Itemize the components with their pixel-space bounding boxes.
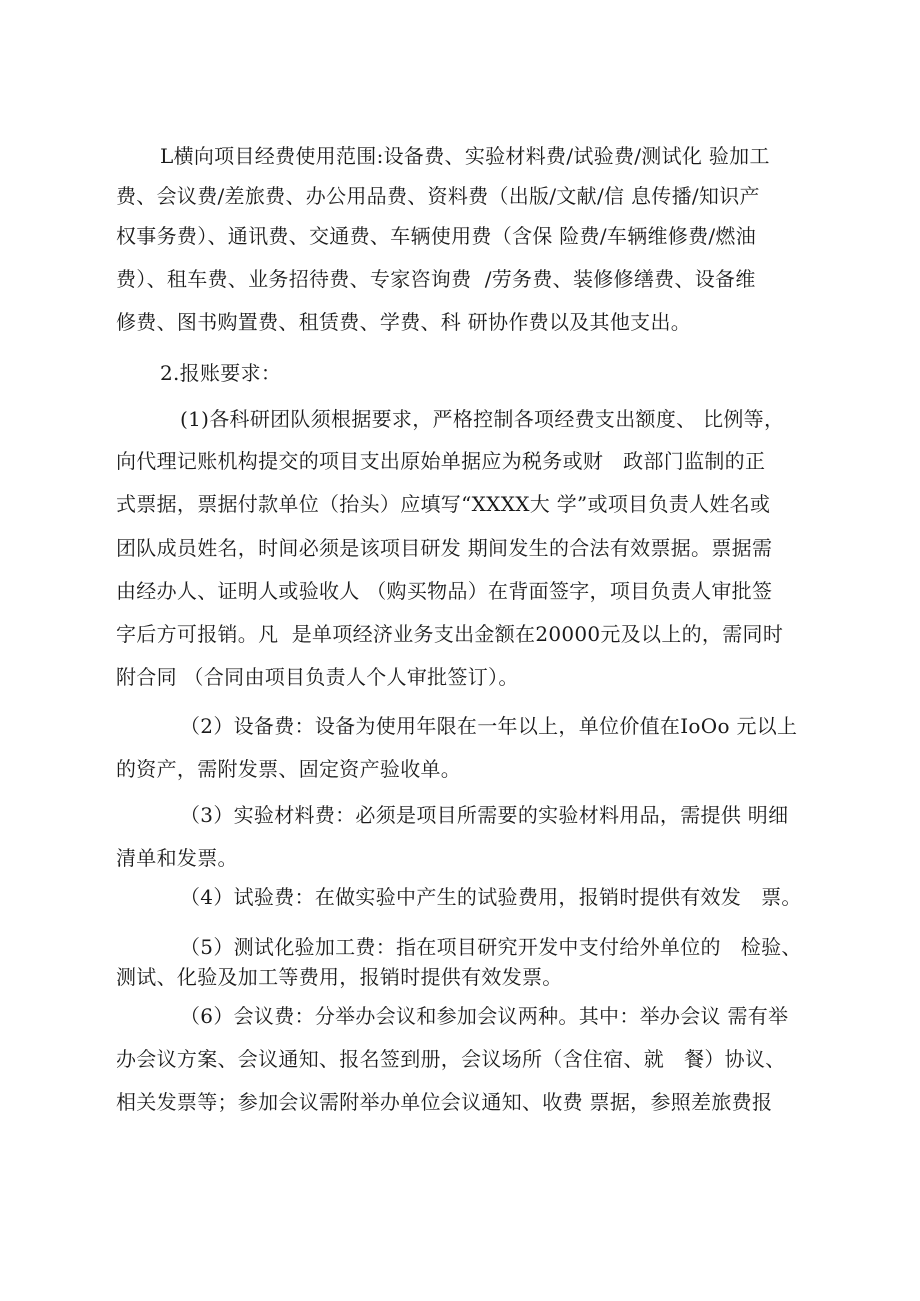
paragraph-line: 字后方可报销。凡 是单项经济业务支出金额在20000元及以上的，需同时: [116, 622, 784, 646]
paragraph-line: （4）试验费：在做实验中产生的试验费用，报销时提供有效发 票。: [180, 885, 802, 909]
paragraph-line: 修费、图书购置费、租赁费、学费、科 研协作费以及其他支出。: [116, 310, 692, 334]
paragraph-line: 式票据，票据付款单位（抬头）应填写“XXXX大 学”或项目负责人姓名或: [116, 492, 771, 516]
paragraph-line: 附合同 （合同由项目负责人个人审批签订）。: [116, 665, 519, 689]
paragraph-line: 测试、化验及加工等费用，报销时提供有效发票。: [116, 965, 563, 989]
paragraph-line: 费）、租车费、业务招待费、专家咨询费 /劳务费、装修修缮费、设备维: [116, 267, 756, 291]
paragraph-line: 办会议方案、会议通知、报名签到册，会议场所（含住宿、就 餐）协议、: [116, 1047, 786, 1071]
paragraph-line: 团队成员姓名，时间必须是该项目研发 期间发生的合法有效票据。票据需: [116, 536, 773, 560]
paragraph-line: (1)各科研团队须根据要求，严格控制各项经费支出额度、 比例等，: [180, 407, 785, 431]
paragraph-line: 的资产，需附发票、固定资产验收单。: [116, 757, 462, 781]
paragraph-line: （3）实验材料费：必须是项目所需要的实验材料用品，需提供 明细: [180, 803, 789, 827]
paragraph-line: （5）测试化验加工费：指在项目研究开发中支付给外单位的 检验、: [180, 935, 802, 959]
paragraph-line: （2）设备费：设备为使用年限在一年以上，单位价值在IoOo 元以上: [180, 714, 798, 738]
paragraph-line: 由经办人、证明人或验收人 （购买物品）在背面签字，项目负责人审批签: [116, 579, 773, 603]
paragraph-line: 权事务费）、通讯费、交通费、车辆使用费（含保 险费/车辆维修费/燃油: [116, 224, 757, 248]
paragraph-line: 清单和发票。: [116, 846, 238, 870]
paragraph-line: 向代理记账机构提交的项目支出原始单据应为税务或财 政部门监制的正: [116, 449, 766, 473]
section-heading: 2.报账要求：: [160, 361, 282, 385]
paragraph-line: （6）会议费：分举办会议和参加会议两种。其中：举办会议 需有举: [180, 1004, 789, 1028]
paragraph-line: L横向项目经费使用范围:设备费、实验材料费/试验费/测试化 验加工: [160, 144, 770, 168]
paragraph-line: 相关发票等；参加会议需附举办单位会议通知、收费 票据，参照差旅费报: [116, 1090, 773, 1114]
paragraph-line: 费、会议费/差旅费、办公用品费、资料费（出版/文献/信 息传播/知识产: [116, 184, 760, 208]
